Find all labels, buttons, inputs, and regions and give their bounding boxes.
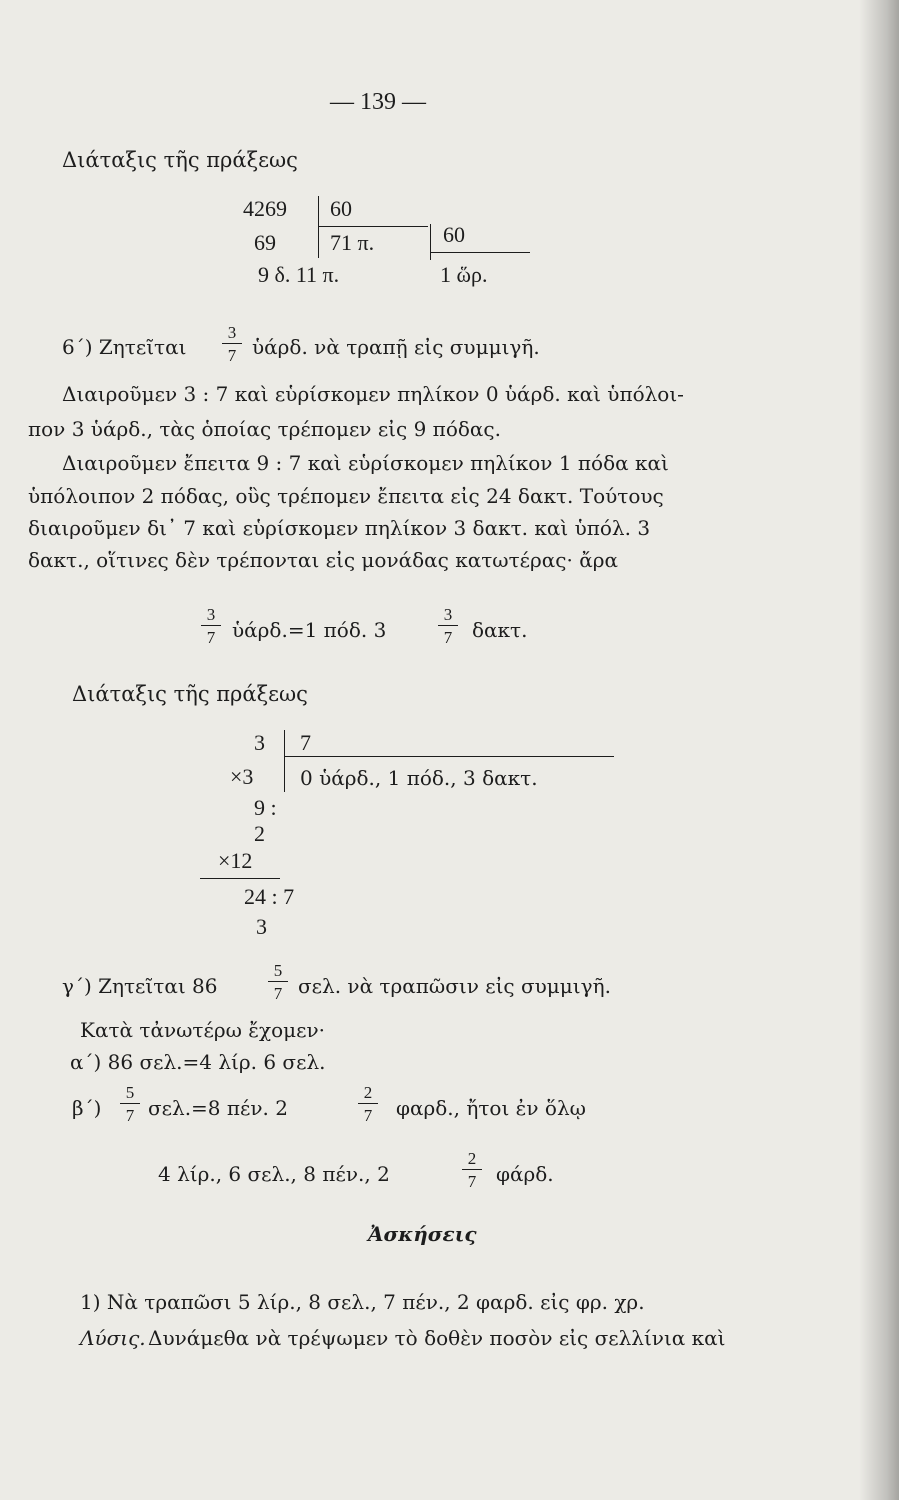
divisor: 60 [443,222,465,247]
page-number: — 139 — [330,89,426,115]
numerator: 2 [363,1083,373,1102]
operand: 3 [254,730,265,755]
division-rule [430,252,530,253]
numerator: 5 [273,961,283,980]
step-text: φαρδ., ἤτοι ἐν ὅλῳ [396,1096,586,1120]
multiplication-rule [200,878,280,879]
section-heading: Διάταξις τῆς πράξεως [62,148,298,172]
fraction [120,1084,140,1124]
text-line: Διαιροῦμεν 3 : 7 καὶ εὑρίσκομεν πηλίκον 0 ὑάρδ. καὶ ὑπόλοι- [62,382,684,406]
division-bar [284,730,285,792]
denominator: 7 [273,984,283,1003]
fraction [222,324,242,364]
quotient: 0 ὑάρδ., 1 πόδ., 3 δακτ. [300,766,538,790]
operand: 9 : [254,795,277,820]
remainder-result: 9 δ. 11 π. [258,262,340,287]
fraction-bar [438,625,458,626]
division-bar [430,224,431,260]
multiplier: ×12 [218,848,253,873]
dividend: 4269 [243,196,287,221]
denominator: 7 [125,1106,135,1125]
fraction-bar [222,343,242,344]
operand: 2 [254,821,265,846]
numerator: 5 [125,1083,135,1102]
total-unit: φάρδ. [496,1162,554,1186]
operand: 24 : 7 [244,884,295,909]
denominator: 7 [467,1172,477,1191]
exercises-heading: Ἀσκήσεις [368,1222,477,1246]
problem-label: γ΄) Ζητεῖται 86 [62,974,218,998]
fraction [358,1084,378,1124]
quotient: 71 π. [330,230,375,255]
section-heading: Διάταξις τῆς πράξεως [72,682,308,706]
division-rule [318,226,428,227]
text-line: πον 3 ὑάρδ., τὰς ὁποίας τρέπομεν εἰς 9 πόδας. [28,417,501,441]
quotient: 1 ὥρ. [440,262,488,287]
page-edge-shadow [859,0,899,1500]
total-line: 4 λίρ., 6 σελ., 8 πέν., 2 [158,1162,390,1186]
step-text: σελ.=8 πέν. 2 [148,1096,288,1120]
fraction-bar [462,1169,482,1170]
text-line: Διαιροῦμεν ἔπειτα 9 : 7 καὶ εὑρίσκομεν πηλίκον 1 πόδα καὶ [62,451,669,475]
denominator: 7 [443,628,453,647]
fraction-bar [358,1103,378,1104]
result-unit: δακτ. [472,618,528,642]
fraction-bar [268,981,288,982]
fraction-bar [201,625,221,626]
numerator: 2 [467,1149,477,1168]
divisor: 7 [300,730,311,755]
exercise-item: 1) Νὰ τραπῶσι 5 λίρ., 8 σελ., 7 πέν., 2 φαρδ. εἰς φρ. χρ. [80,1290,645,1314]
text-line: διαιροῦμεν δι᾽ 7 καὶ εὑρίσκομεν πηλίκον 3 δακτ. καὶ ὑπόλ. 3 [28,516,651,540]
problem-text: σελ. νὰ τραπῶσιν εἰς συμμιγῆ. [298,974,611,998]
text-line: ὑπόλοιπον 2 πόδας, οὓς τρέπομεν ἔπειτα εἰς 24 δακτ. Τούτους [28,484,664,508]
multiplier: ×3 [230,764,254,789]
denominator: 7 [363,1106,373,1125]
solution-label: Λύσις. [80,1326,146,1350]
numerator: 3 [206,605,216,624]
fraction [462,1150,482,1190]
denominator: 7 [227,346,237,365]
problem-text: ὑάρδ. νὰ τραπῇ εἰς συμμιγῆ. [252,335,540,359]
divisor: 60 [330,196,352,221]
fraction [201,606,221,646]
remainder-row: 69 [254,230,276,255]
text-line: Κατὰ τἀνωτέρω ἔχομεν· [80,1018,326,1042]
step-label: β΄) [72,1096,102,1120]
problem-label: 6΄) Ζητεῖται [62,335,187,359]
division-bar [318,196,319,258]
numerator: 3 [443,605,453,624]
fraction-bar [120,1103,140,1104]
solution-text: Δυνάμεθα νὰ τρέψωμεν τὸ δοθὲν ποσὸν εἰς σελλίνια καὶ [148,1326,726,1350]
fraction [268,962,288,1002]
result-text: ὑάρδ.=1 πόδ. 3 [232,618,387,642]
denominator: 7 [206,628,216,647]
fraction [438,606,458,646]
operand: 3 [256,914,267,939]
step-a: α΄) 86 σελ.=4 λίρ. 6 σελ. [70,1050,326,1074]
numerator: 3 [227,323,237,342]
text-line: δακτ., οἵτινες δὲν τρέπονται εἰς μονάδας κατωτέρας· ἄρα [28,548,618,572]
division-rule [284,756,614,757]
